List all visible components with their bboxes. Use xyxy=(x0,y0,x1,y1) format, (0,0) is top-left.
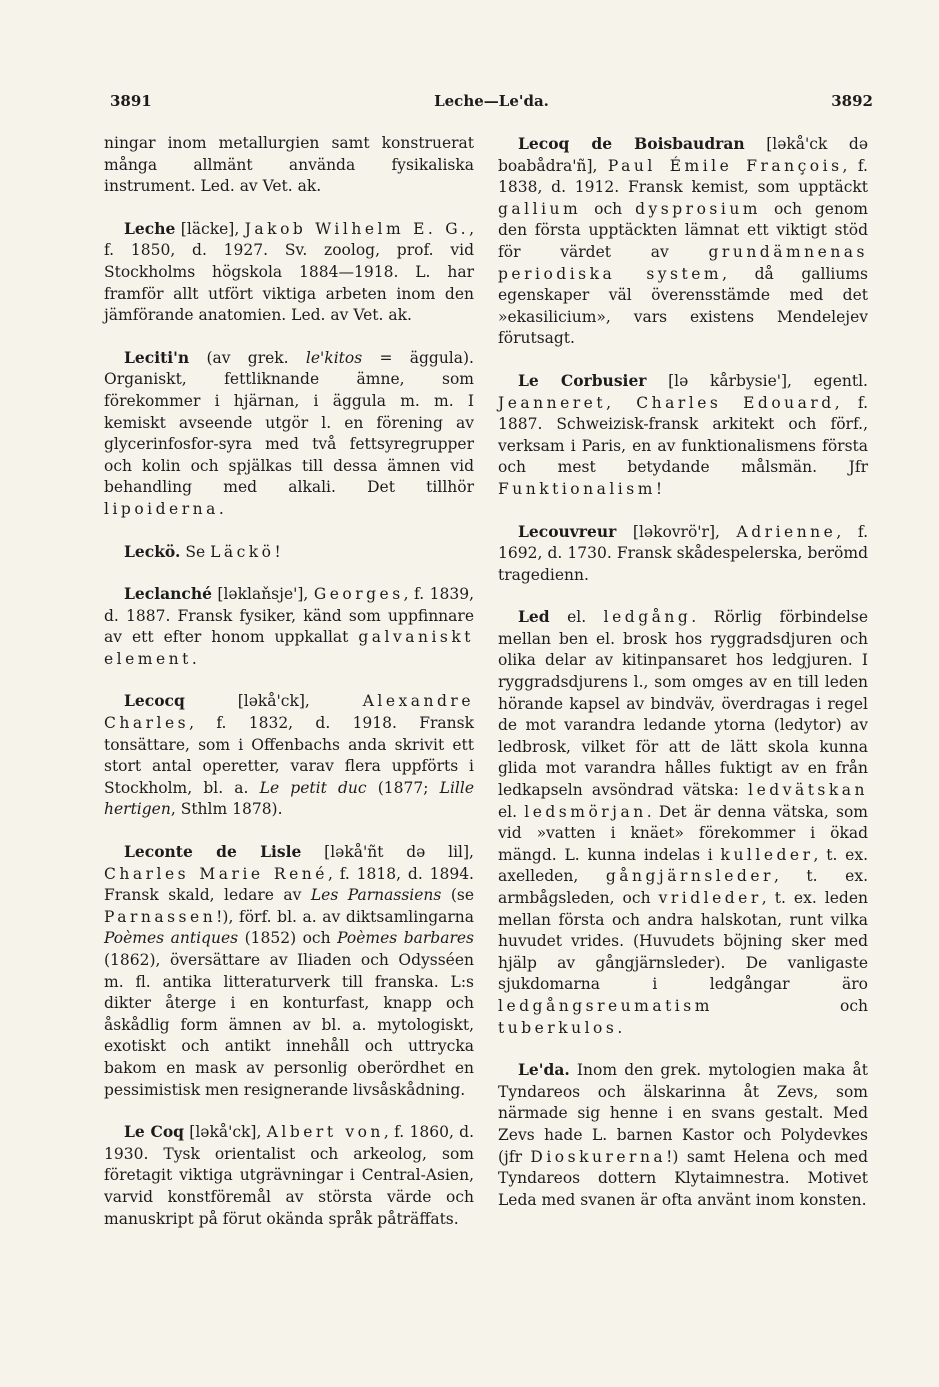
continued-text: ningar inom metallurgien samt konstruerat många allmänt använda fysikaliska instrument. Led. av Vet. ak. xyxy=(104,134,474,196)
entry-lecouvreur: Lecouvreur [ləkovrö'r], Adrienne, f. 1692, d. 1730. Fransk skådespelerska, berömd tragedienn. xyxy=(498,521,868,584)
entry-leche: Leche [läcke], Jakob Wilhelm E. G., f. 1850, d. 1927. Sv. zoolog, prof. vid Stockholms högskola 1884—1918. L. har framför allt utfört viktiga arbeten inom den jämförande anatomien. Led. av Vet. ak. xyxy=(104,218,474,325)
headword: Leclanché xyxy=(124,584,212,604)
entry-leconte-de-lisle: Leconte de Lisle [ləkå'ñt də lil], Charles Marie René, f. 1818, d. 1894. Fransk skald, ledare av Les Parnassiens (se Parnassen!), förf. bl. a. av diktsamlingarna Poèmes antiques (1852) och Poèmes barbares (1862), översättare av Iliaden och Odysséen m. fl. antika litteraturverk till franska. L:s dikter återge i en konturfast, knapp och åskådlig form ämnen av bl. a. mytologiskt, exotiskt och antikt innehåll och uttrycka bakom en mask av personlig oberördhet en pessimistisk men resignerande livsåskådning. xyxy=(104,842,474,1099)
headword: Le Coq xyxy=(124,1122,185,1142)
entry-lecitin: Leciti'n (av grek. le'kitos = äggula). Organiskt, fettliknande ämne, som förekommer i hjärnan, i äggula m. m. I kemiskt avseende utgör l. en förening av glycerinfosfor-syra med två fettsyregrupper och kolin och spjälkas till dessa ämnen vid behandling med alkali. Det tillhör lipoiderna. xyxy=(104,347,474,518)
headword: Lecocq xyxy=(124,691,185,711)
headword: Leckö. xyxy=(124,541,181,561)
page-header xyxy=(110,92,873,118)
headword: Leciti'n xyxy=(124,347,190,367)
headword: Led xyxy=(518,607,550,627)
entry-led: Led el. ledgång. Rörlig förbindelse mellan ben el. brosk hos ryggradsdjuren och olika delar av kitinpansaret hos ledgjuren. I ryggradsdjurens l., som omges av en till leden hörande kapsel av bindväv, överdragas i regel de mot varandra ledande ytorna (ledytor) av ledbrosk, vilket för att de lätt skola kunna glida mot varandra hålles fuktigt av en från ledkapseln avsöndrad vätska: ledvätskan el. ledsmörjan. Det är denna vätska, som vid »vatten i knäet» förekommer i ökad mängd. L. kunna indelas i kulleder, t. ex. axelleden, gångjärnsleder, t. ex. armbågsleden, och vridleder, t. ex. leden mellan första och andra halskotan, runt vilka huvudet vrides. (Huvudets böjning sker med hjälp av gångjärnsleder). De vanligaste sjukdomarna i ledgångar äro ledgångsreumatism och tuberkulos. xyxy=(498,607,868,1037)
entry-leda: Le'da. Inom den grek. mytologien maka åt Tyndareos och älskarinna åt Zevs, som närmade sig henne i en svans gestalt. Med Zevs hade L. barnen Kastor och Polydevkes (jfr Dioskurerna!) samt Helena och med Tyndareos dottern Klytaimnestra. Motivet Leda med svanen är ofta använt inom konsten. xyxy=(498,1060,868,1209)
entry-lecoq-de-boisbaudran: Lecoq de Boisbaudran [ləkå'ck də boabådra'ñ], Paul Émile François, f. 1838, d. 1912. Fransk kemist, som upptäckt gallium och dysprosium och genom den första upptäckten lämnat ett viktigt stöd för värdet av grundämnenas periodiska system, då galliums egenskaper väl överensstämde med det »ekasilicium», vars existens Mendelejev förutsagt. xyxy=(498,134,869,348)
headword: Lecoq de Boisbaudran xyxy=(518,134,745,153)
person-name: Jakob Wilhelm E. G. xyxy=(244,219,470,238)
entry-leclanche: Leclanché [ləklaňsje'], Georges, f. 1839, d. 1887. Fransk fysiker, känd som uppfinnare av ett efter honom uppkallat galvaniskt element. xyxy=(104,584,474,668)
left-page-number: 3891 xyxy=(110,92,152,110)
entry-lecko: Leckö. Se Läckö! xyxy=(124,541,281,561)
headword: Leconte de Lisle xyxy=(124,842,302,862)
headword: Leche xyxy=(124,218,176,238)
page-running-title: Leche—Le'da. xyxy=(434,92,549,110)
entry-le-corbusier: Le Corbusier [lə kårbysie'], egentl. Jeanneret, Charles Edouard, f. 1887. Schweizisk-fransk arkitekt och förf., verksam i Paris, en av funktionalismens första och mest betydande målsmän. Jfr Funktionalism! xyxy=(498,370,869,498)
right-column xyxy=(498,133,868,1231)
right-page-number: 3892 xyxy=(831,92,873,110)
entry-lecocq: Lecocq [ləkå'ck], Alexandre Charles, f. 1832, d. 1918. Fransk tonsättare, som i Offenbachs anda skrivit ett stort antal operetter, varav flera uppförts i Stockholm, bl. a. Le petit duc (1877; Lille hertigen, Sthlm 1878). xyxy=(104,691,474,819)
headword: Le'da. xyxy=(518,1060,570,1080)
headword: Lecouvreur xyxy=(518,521,617,541)
headword: Le Corbusier xyxy=(518,370,647,390)
left-column xyxy=(104,133,474,1250)
entry-le-coq: Le Coq [ləkå'ck], Albert von, f. 1860, d. 1930. Tysk orientalist och arkeolog, som företagit viktiga utgrävningar i Central-Asien, varvid konstföremål av största värde och manuskript på förut okända språk påträffats. xyxy=(104,1122,474,1228)
